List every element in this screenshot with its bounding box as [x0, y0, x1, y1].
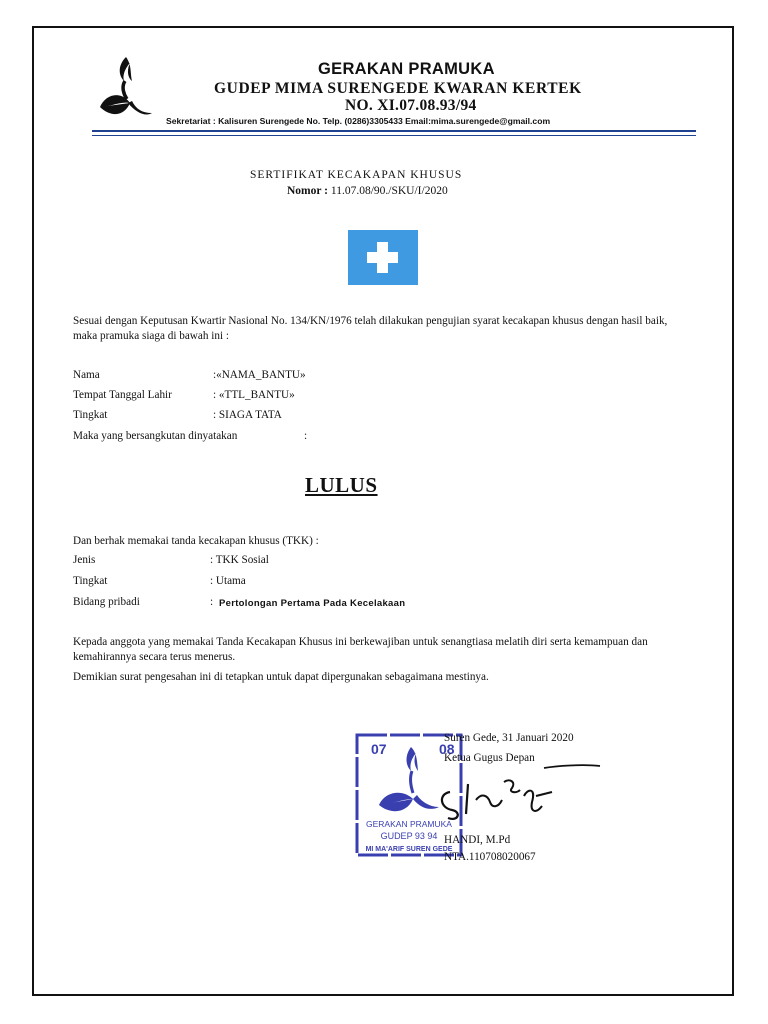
- signature-place-date: Suren Gede, 31 Januari 2020: [444, 732, 574, 744]
- stamp-left-number: 07: [371, 741, 387, 757]
- signature-position: Ketua Gugus Depan: [444, 752, 535, 764]
- tkk-field-colon: :: [210, 596, 214, 608]
- declared-label: Maka yang bersangkutan dinyatakan: [73, 430, 238, 442]
- header-rule-thin: [92, 135, 696, 136]
- birth-value: : «TTL_BANTU»: [213, 389, 295, 401]
- certificate-number-label: Nomor :: [287, 185, 328, 197]
- stamp-right-number: 08: [439, 741, 455, 757]
- tkk-type-label: Jenis: [73, 554, 96, 566]
- tkk-intro: Dan berhak memakai tanda kecakapan khusus (TKK) :: [73, 535, 319, 547]
- level-label: Tingkat: [73, 409, 108, 421]
- stamp-line-3: MI MA'ARIF SUREN GEDE: [365, 846, 453, 853]
- closing-paragraph-1: Kepada anggota yang memakai Tanda Kecakapan Khusus ini berkewajiban untuk senangtiasa melatih diri serta kemampuan dan kemahirannya secara terus menerus.: [73, 636, 648, 663]
- name-value: :«NAMA_BANTU»: [213, 369, 306, 381]
- organization-number: NO. XI.07.08.93/94: [345, 97, 477, 114]
- organization-unit: GUDEP MIMA SURENGEDE KWARAN KERTEK: [214, 80, 582, 97]
- certificate-title: SERTIFIKAT KECAKAPAN KHUSUS: [250, 169, 463, 181]
- signer-nta: NTA.110708020067: [444, 851, 536, 863]
- tkk-level-value: : Utama: [210, 575, 246, 587]
- tkk-level-label: Tingkat: [73, 575, 108, 587]
- certificate-number-value: 11.07.08/90./SKU/I/2020: [328, 185, 448, 197]
- tkk-field-label: Bidang pribadi: [73, 596, 140, 608]
- closing-paragraph-2: Demikian surat pengesahan ini di tetapkan untuk dapat dipergunakan sebagaimana mestinya.: [73, 671, 489, 683]
- level-value: : SIAGA TATA: [213, 409, 282, 421]
- header-rule-thick: [92, 130, 696, 132]
- organization-name: GERAKAN PRAMUKA: [318, 60, 495, 78]
- tkk-type-value: : TKK Sosial: [210, 554, 269, 566]
- tunas-kelapa-logo-icon: [96, 53, 154, 121]
- first-aid-cross-icon: [348, 230, 418, 285]
- intro-paragraph: Sesuai dengan Keputusan Kwartir Nasional No. 134/KN/1976 telah dilakukan pengujian syarat kecakapan khusus dengan hasil baik, maka pramuka siaga di bawah ini :: [73, 315, 668, 342]
- handwritten-signature-icon: [432, 762, 602, 824]
- stamp-line-2: GUDEP 93 94: [380, 831, 438, 841]
- declared-colon: :: [304, 430, 308, 442]
- tkk-field-value: Pertolongan Pertama Pada Kecelakaan: [219, 598, 406, 609]
- stamp-line-1: GERAKAN PRAMUKA: [366, 819, 452, 829]
- secretariat-address: Sekretariat : Kalisuren Surengede No. Telp. (0286)3305433 Email:mima.surengede@gmail.com: [166, 116, 551, 126]
- name-label: Nama: [73, 369, 100, 381]
- signer-name: HANDI, M.Pd: [444, 834, 511, 846]
- result-heading: LULUS: [305, 473, 378, 497]
- certificate-number: [287, 185, 448, 197]
- birth-label: Tempat Tanggal Lahir: [73, 389, 172, 401]
